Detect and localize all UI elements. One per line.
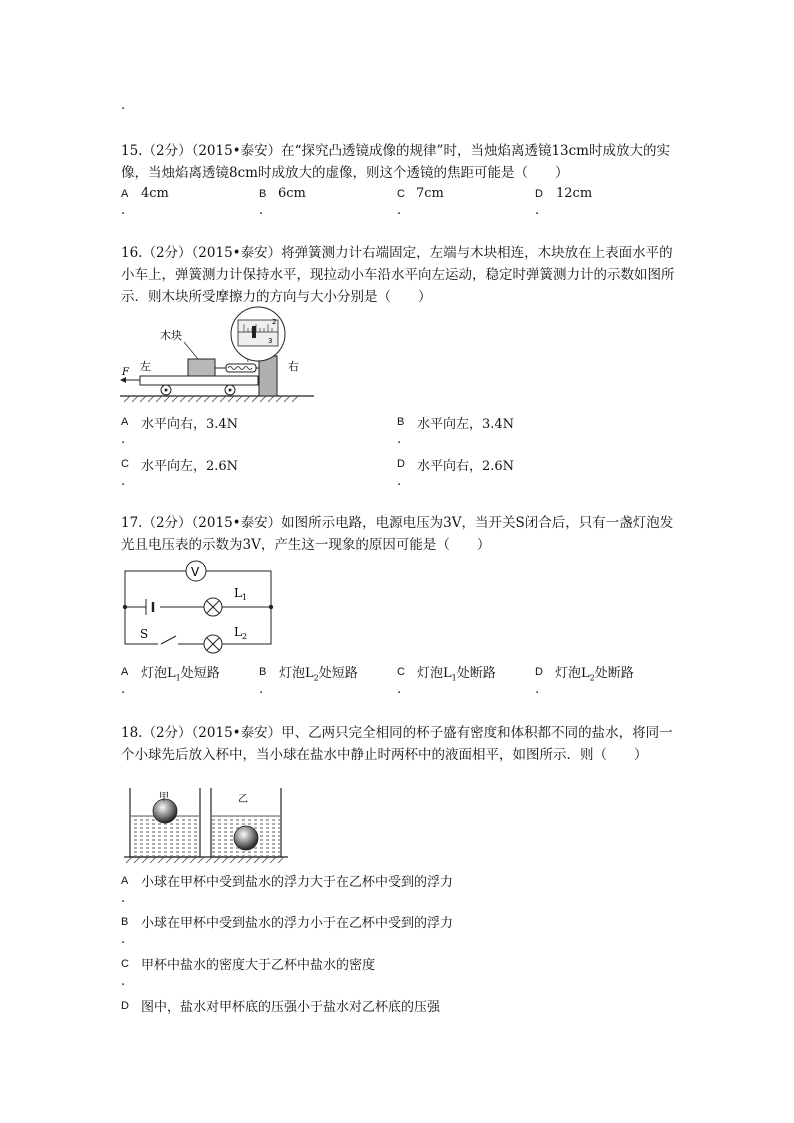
question-18-text: 18.（2分）（2015•泰安）甲、乙两只完全相同的杯子盛有密度和体积都不同的盐水，将同一个小球先后放入杯中，当小球在盐水中静止时两杯中的液面相平，如图所示．则（ ） xyxy=(121,725,673,763)
svg-text:L1 xyxy=(234,586,247,602)
option-text-post: 处短路 xyxy=(180,666,220,681)
option-text: 水平向右，2.6N xyxy=(417,459,515,474)
switch-label: S xyxy=(140,627,149,641)
cup2-label: 乙 xyxy=(238,794,248,805)
option-letter: A xyxy=(121,666,129,678)
option-text-pre: 灯泡L xyxy=(417,666,452,681)
option-text xyxy=(417,662,496,683)
option-text: 12cm xyxy=(556,186,593,201)
option-letter: A xyxy=(121,188,129,200)
option-text: 小球在甲杯中受到盐水的浮力小于在乙杯中受到的浮力 xyxy=(141,916,454,931)
question-15-text xyxy=(121,140,681,184)
lamp2-label: L xyxy=(234,625,242,639)
question-17-text: 17.（2分）（2015•泰安）如图所示电路，电源电压为3V，当开关S闭合后，只有一盏灯泡发光且电压表的示数为3V，产生这一现象的原因可能是（ ） xyxy=(121,515,674,553)
option-letter: A xyxy=(121,875,129,887)
question-15-number: 15. xyxy=(121,143,143,159)
option-letter: B xyxy=(259,188,267,200)
option-dot: . xyxy=(259,203,264,218)
question-15-body: （2分）（2015•泰安）在“探究凸透镜成像的规律”时，当烛焰离透镜13cm时成放大的实像，当烛焰离透镜8cm时成放大的虚像，则这个透镜的焦距可能是（ ） xyxy=(121,143,670,181)
option-dot: . xyxy=(121,974,126,989)
option-letter: D xyxy=(535,666,543,678)
option-text-pre: 灯泡L xyxy=(555,666,590,681)
option-text: 水平向左，3.4N xyxy=(417,417,515,432)
option-text-post: 处短路 xyxy=(318,666,358,681)
option-dot: . xyxy=(121,932,126,947)
cup1-label: 甲 xyxy=(159,792,169,803)
option-dot: . xyxy=(121,474,126,489)
option-dot: . xyxy=(121,682,126,697)
force-label: F xyxy=(122,367,129,378)
option-letter: D xyxy=(121,1000,129,1012)
option-letter: C xyxy=(397,188,405,200)
option-dot: . xyxy=(397,203,402,218)
lamp2-subscript: 2 xyxy=(241,632,248,641)
scale-mark-top: 2 xyxy=(272,318,277,326)
option-letter: B xyxy=(121,916,129,928)
option-dot: . xyxy=(121,203,126,218)
cups-figure xyxy=(122,786,292,866)
voltmeter-label: V xyxy=(191,565,200,579)
option-text-sub: 2 xyxy=(589,673,595,683)
option-text-pre: 灯泡L xyxy=(141,666,176,681)
option-letter: B xyxy=(259,666,267,678)
option-letter: C xyxy=(121,958,129,970)
option-text: 7cm xyxy=(416,186,444,201)
option-text xyxy=(141,662,220,683)
option-text xyxy=(279,662,358,683)
option-text-sub: 1 xyxy=(451,673,457,683)
option-text: 水平向右，3.4N xyxy=(141,417,239,432)
spring-scale-cart-figure xyxy=(118,312,318,404)
block-label: 木块 xyxy=(160,329,182,342)
option-dot: . xyxy=(397,682,402,697)
option-letter: C xyxy=(397,666,405,678)
option-text: 图中，盐水对甲杯底的压强小于盐水对乙杯底的压强 xyxy=(141,1000,441,1015)
option-text: 甲杯中盐水的密度大于乙杯中盐水的密度 xyxy=(141,958,376,973)
option-text: 6cm xyxy=(278,186,306,201)
right-label: 右 xyxy=(288,360,299,373)
option-dot: . xyxy=(121,432,126,447)
option-letter: A xyxy=(121,416,129,428)
lamp1-subscript: 1 xyxy=(241,593,248,602)
option-text-post: 处断路 xyxy=(594,666,634,681)
option-text: 4cm xyxy=(141,186,169,201)
option-dot: . xyxy=(397,432,402,447)
option-text: 水平向左，2.6N xyxy=(141,459,239,474)
lamp1-label: L xyxy=(234,586,242,600)
option-dot: . xyxy=(535,203,540,218)
scale-mark-bottom: 3 xyxy=(268,337,273,345)
leading-dot: . xyxy=(121,98,126,113)
option-text-post: 处断路 xyxy=(456,666,496,681)
option-dot: . xyxy=(535,682,540,697)
option-text: 小球在甲杯中受到盐水的浮力大于在乙杯中受到的浮力 xyxy=(141,875,454,890)
option-dot: . xyxy=(121,891,126,906)
circuit-figure xyxy=(120,556,280,656)
option-letter: D xyxy=(535,188,543,200)
option-letter: D xyxy=(397,458,405,470)
option-letter: B xyxy=(397,416,405,428)
option-dot: . xyxy=(397,474,402,489)
option-dot: . xyxy=(259,682,264,697)
option-text xyxy=(555,662,634,683)
option-text-sub: 2 xyxy=(313,673,319,683)
left-label: 左 xyxy=(140,360,151,373)
option-text-sub: 1 xyxy=(175,673,181,683)
svg-text:L2 xyxy=(234,625,247,641)
option-text-pre: 灯泡L xyxy=(279,666,314,681)
question-16-text: 16.（2分）（2015•泰安）将弹簧测力计右端固定，左端与木块相连，木块放在上表面水平的小车上，弹簧测力计保持水平，现拉动小车沿水平向左运动，稳定时弹簧测力计的示数如图所示．则木块所受摩擦力的方向与大小分别是（ ） xyxy=(121,245,675,305)
option-letter: C xyxy=(121,458,129,470)
